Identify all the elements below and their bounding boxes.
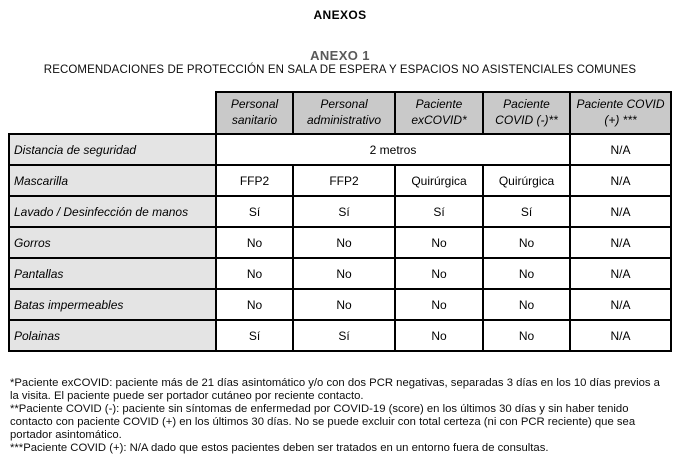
cell-value: No — [293, 289, 395, 320]
cell-value: Sí — [293, 196, 395, 227]
row-label-polainas: Polainas — [9, 320, 216, 351]
column-header-personal-sanitario: Personal sanitario — [216, 92, 293, 134]
column-header-paciente-excovid: Paciente exCOVID* — [395, 92, 483, 134]
protection-recommendations-table — [8, 91, 672, 352]
cell-value: No — [216, 258, 293, 289]
cell-value: Sí — [216, 196, 293, 227]
cell-value: N/A — [570, 165, 671, 196]
cell-value: N/A — [570, 196, 671, 227]
cell-value: No — [483, 227, 570, 258]
column-header-personal-administrativo: Personal administrativo — [293, 92, 395, 134]
column-header-paciente-covid-pos: Paciente COVID (+) *** — [570, 92, 671, 134]
cell-value: No — [216, 289, 293, 320]
cell-value: No — [293, 227, 395, 258]
table-header-row — [9, 92, 671, 134]
row-label-pantallas: Pantallas — [9, 258, 216, 289]
cell-value: No — [395, 258, 483, 289]
cell-value: Quirúrgica — [395, 165, 483, 196]
table-row-mascarilla — [9, 165, 671, 196]
cell-value: Sí — [483, 196, 570, 227]
cell-value: No — [483, 258, 570, 289]
table-corner-empty — [9, 92, 216, 134]
cell-value: No — [395, 289, 483, 320]
annex-1-title: ANEXO 1 — [310, 48, 370, 63]
table-row-gorros — [9, 227, 671, 258]
row-label-distancia: Distancia de seguridad — [9, 134, 216, 165]
cell-value: No — [483, 289, 570, 320]
row-label-gorros: Gorros — [9, 227, 216, 258]
table-row-polainas — [9, 320, 671, 351]
cell-value: Sí — [293, 320, 395, 351]
cell-value: N/A — [570, 289, 671, 320]
cell-value: No — [395, 227, 483, 258]
cell-value: Quirúrgica — [483, 165, 570, 196]
column-header-paciente-covid-neg: Paciente COVID (-)** — [483, 92, 570, 134]
cell-value: No — [216, 227, 293, 258]
annex-1-subtitle: RECOMENDACIONES DE PROTECCIÓN EN SALA DE ESPERA Y ESPACIOS NO ASISTENCIALES COMUNES — [43, 64, 637, 76]
table-row-batas — [9, 289, 671, 320]
cell-value: FFP2 — [293, 165, 395, 196]
cell-value: N/A — [570, 320, 671, 351]
row-label-lavado: Lavado / Desinfección de manos — [9, 196, 216, 227]
footnotes-block — [10, 377, 670, 455]
cell-value: No — [483, 320, 570, 351]
footnote-covid-negative: **Paciente COVID (-): paciente sin síntomas de enfermedad por COVID-19 (score) en los últimos 30 días y sin haber tenido contacto con paciente COVID (+) en los últimos 30 días. No se puede excluir con total certeza (ni con PCR reciente) que sea portador asintomático. — [10, 403, 636, 441]
cell-distancia-merged: 2 metros — [216, 134, 570, 165]
page-title: ANEXOS — [313, 8, 367, 22]
row-label-batas: Batas impermeables — [9, 289, 216, 320]
cell-value: N/A — [570, 258, 671, 289]
table-row-pantallas — [9, 258, 671, 289]
table-row-distancia — [9, 134, 671, 165]
footnote-covid-positive: ***Paciente COVID (+): N/A dado que estos pacientes deben ser tratados en un entorno fuera de consultas. — [10, 442, 549, 454]
cell-value: FFP2 — [216, 165, 293, 196]
cell-value: Sí — [395, 196, 483, 227]
row-label-mascarilla: Mascarilla — [9, 165, 216, 196]
cell-value: No — [395, 320, 483, 351]
cell-distancia-covid-pos: N/A — [570, 134, 671, 165]
cell-value: Sí — [216, 320, 293, 351]
footnote-excovid: *Paciente exCOVID: paciente más de 21 días asintomático y/o con dos PCR negativas, separadas 3 días en los 10 días previos a la visita. El paciente puede ser portador cutáneo por reciente contacto. — [10, 377, 660, 402]
cell-value: No — [293, 258, 395, 289]
cell-value: N/A — [570, 227, 671, 258]
table-row-lavado — [9, 196, 671, 227]
